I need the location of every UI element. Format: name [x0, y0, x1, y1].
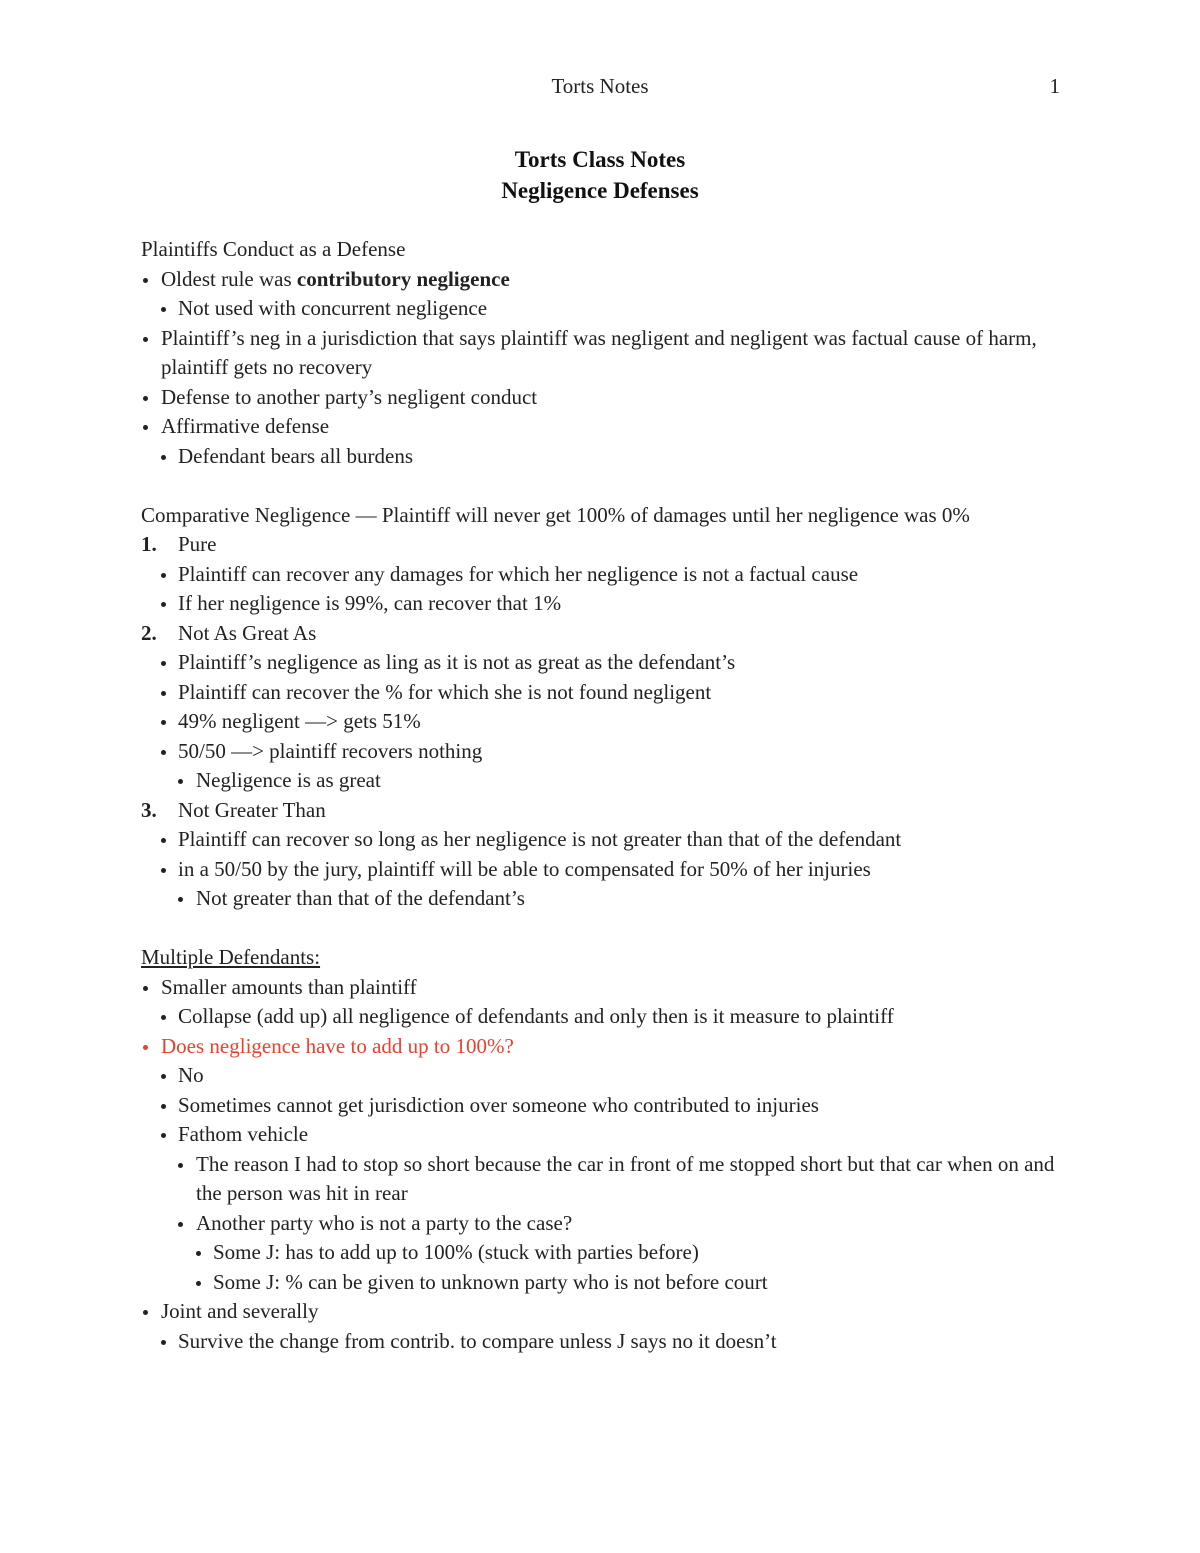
- list-item: Plaintiff can recover any damages for which her negligence is not a factual cause: [141, 560, 1066, 590]
- numbered-item: [141, 796, 1066, 826]
- list-item-text: Oldest rule was: [161, 266, 297, 291]
- list-item: Joint and severally: [141, 1297, 1066, 1327]
- numbered-item: [141, 530, 1066, 560]
- list-item: Not used with concurrent negligence: [141, 294, 1066, 324]
- spacer: [141, 914, 1066, 944]
- list-item: [141, 265, 1066, 295]
- number-marker: 2.: [141, 620, 157, 645]
- spacer: [141, 471, 1066, 501]
- numbered-item-label: Pure: [178, 532, 217, 556]
- list-item: Defendant bears all burdens: [141, 442, 1066, 472]
- list-item: in a 50/50 by the jury, plaintiff will be able to compensated for 50% of her injuries: [141, 855, 1066, 885]
- number-marker: 3.: [141, 797, 157, 822]
- highlighted-question: Does negligence have to add up to 100%?: [141, 1032, 1066, 1062]
- numbered-item: [141, 619, 1066, 649]
- page-header: [0, 74, 1200, 104]
- page-number: 1: [1049, 74, 1060, 98]
- notes-body: [141, 235, 1066, 1356]
- numbered-item-label: Not As Great As: [178, 620, 317, 645]
- numbered-item-label: Not Greater Than: [178, 797, 326, 822]
- list-item: Negligence is as great: [141, 766, 1066, 796]
- title-line-1: Torts Class Notes: [514, 147, 686, 172]
- list-item: Smaller amounts than plaintiff: [141, 973, 1066, 1003]
- list-item: 49% negligent —> gets 51%: [141, 707, 1066, 737]
- list-item: Plaintiff’s neg in a jurisdiction that says plaintiff was negligent and negligent was factual cause of harm, plaintiff gets no recovery: [141, 324, 1066, 383]
- bold-term: contributory negligence: [296, 266, 510, 291]
- list-item: 50/50 —> plaintiff recovers nothing: [141, 737, 1066, 767]
- number-marker: 1.: [141, 532, 157, 556]
- section-heading-comparative-negligence: Comparative Negligence — Plaintiff will never get 100% of damages until her negligence was 0%: [141, 502, 970, 527]
- section-heading-multiple-defendants: Multiple Defendants:: [141, 945, 321, 969]
- list-item: Not greater than that of the defendant’s: [141, 884, 1066, 914]
- list-item: Sometimes cannot get jurisdiction over someone who contributed to injuries: [141, 1091, 1066, 1121]
- list-item: If her negligence is 99%, can recover that 1%: [141, 589, 1066, 619]
- list-item: No: [141, 1061, 1066, 1091]
- list-item: Another party who is not a party to the case?: [141, 1209, 1066, 1239]
- list-item: Plaintiff’s negligence as ling as it is not as great as the defendant’s: [141, 648, 1066, 678]
- document-title: [0, 144, 1200, 206]
- section-heading-plaintiff-conduct: Plaintiffs Conduct as a Defense: [141, 237, 406, 261]
- title-line-2: Negligence Defenses: [501, 178, 699, 203]
- list-item: Plaintiff can recover the % for which she is not found negligent: [141, 678, 1066, 708]
- list-item: Collapse (add up) all negligence of defendants and only then is it measure to plaintiff: [141, 1002, 1066, 1032]
- list-item: Survive the change from contrib. to compare unless J says no it doesn’t: [141, 1327, 1066, 1357]
- list-item: The reason I had to stop so short because the car in front of me stopped short but that car when on and the person was hit in rear: [141, 1150, 1066, 1209]
- list-item: Some J: % can be given to unknown party who is not before court: [141, 1268, 1066, 1298]
- list-item: Plaintiff can recover so long as her negligence is not greater than that of the defendant: [141, 825, 1066, 855]
- header-title: Torts Notes: [551, 74, 649, 98]
- list-item: Affirmative defense: [141, 412, 1066, 442]
- list-item: Defense to another party’s negligent conduct: [141, 383, 1066, 413]
- list-item: Fathom vehicle: [141, 1120, 1066, 1150]
- list-item: Some J: has to add up to 100% (stuck with parties before): [141, 1238, 1066, 1268]
